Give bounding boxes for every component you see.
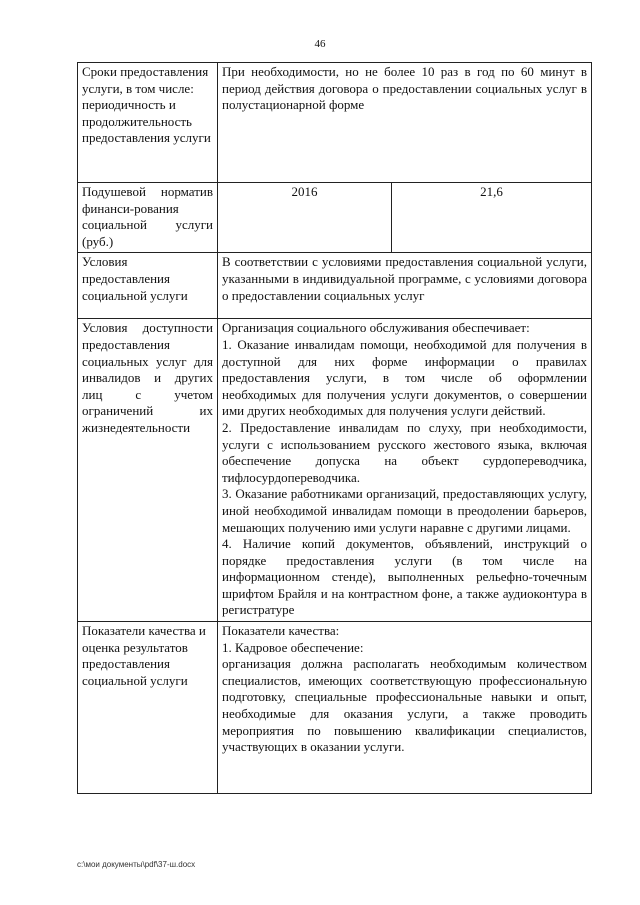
content-duration: При необходимости, но не более 10 раз в год по 60 минут в период действия договора о предоставлении социальных услуг в полустационарной форме <box>218 63 592 183</box>
label-quality: Показатели качества и оценка результатов предоставления социальной услуги <box>78 622 218 794</box>
label-norm-text: Подушевой норматив финанси-рования социальной услуги (руб.) <box>82 184 213 249</box>
page-number: 46 <box>314 38 326 50</box>
table-row-duration <box>78 63 592 183</box>
norm-value: 21,6 <box>392 183 592 253</box>
content-quality <box>218 622 592 794</box>
content-conditions: В соответствии с условиями предоставления социальной услуги, указанными в индивидуальной программе, с условиями договора о предоставлении социальных услуг <box>218 253 592 319</box>
table-row-quality <box>78 622 592 794</box>
footer-file-path: c:\мои документы\pdf\37-ш.docx <box>77 860 196 869</box>
accessibility-item-1: 1. Оказание инвалидам помощи, необходимой для получения в доступной для них форме информации о правилах предоставления услуги, в том числе об оформлении необходимых для получения услуги документов, о совершении ими других необходимых для получения услуги действий. <box>222 336 588 419</box>
table-row-accessibility <box>78 319 592 622</box>
table-row-conditions <box>78 253 592 319</box>
content-accessibility <box>218 319 592 622</box>
quality-item-1-title: 1. Кадровое обеспечение: <box>222 639 364 655</box>
label-accessibility <box>78 319 218 622</box>
label-norm <box>78 183 218 253</box>
quality-intro: Показатели качества: <box>222 623 340 639</box>
service-table <box>77 62 592 794</box>
accessibility-item-4: 4. Наличие копий документов, объявлений, инструкций о порядке предоставления услуги (в том числе на информационном стенде), выполненных рельефно-точечным шрифтом Брайля и на контрастном фоне, а также аудиоконтура в регистратуре <box>222 536 588 618</box>
accessibility-item-2: 2. Предоставление инвалидам по слуху, при необходимости, услуги с использованием русского жестового языка, включая обеспечение допуска на объект сурдопереводчика, тифлосурдопереводчика. <box>222 419 588 485</box>
accessibility-item-3: 3. Оказание работниками организаций, предоставляющих услугу, иной необходимой инвалидам помощи в преодолении барьеров, мешающих получению ими услуги наравне с другими лицами. <box>222 486 588 535</box>
table-row-norm <box>78 183 592 253</box>
label-accessibility-text: Условия доступности предоставления социальных услуг для инвалидов и других лиц с учетом ограничений их жизнедеятельности <box>82 320 213 435</box>
accessibility-intro: Организация социального обслуживания обеспечивает: <box>222 320 530 336</box>
quality-item-1-text: организация должна располагать необходимым количеством специалистов, имеющих соответствующую профессиональную подготовку, специальные профессиональные навыки и опыт, необходимые для оказания услуги, а также проводить мероприятия по повышению квалификации специалистов, участвующих в оказании услуги. <box>222 656 588 755</box>
label-conditions: Условия предоставления социальной услуги <box>78 253 218 319</box>
norm-year: 2016 <box>218 183 392 253</box>
label-duration: Сроки предоставления услуги, в том числе: периодичность и продолжительность предоставления услуги <box>78 63 218 183</box>
